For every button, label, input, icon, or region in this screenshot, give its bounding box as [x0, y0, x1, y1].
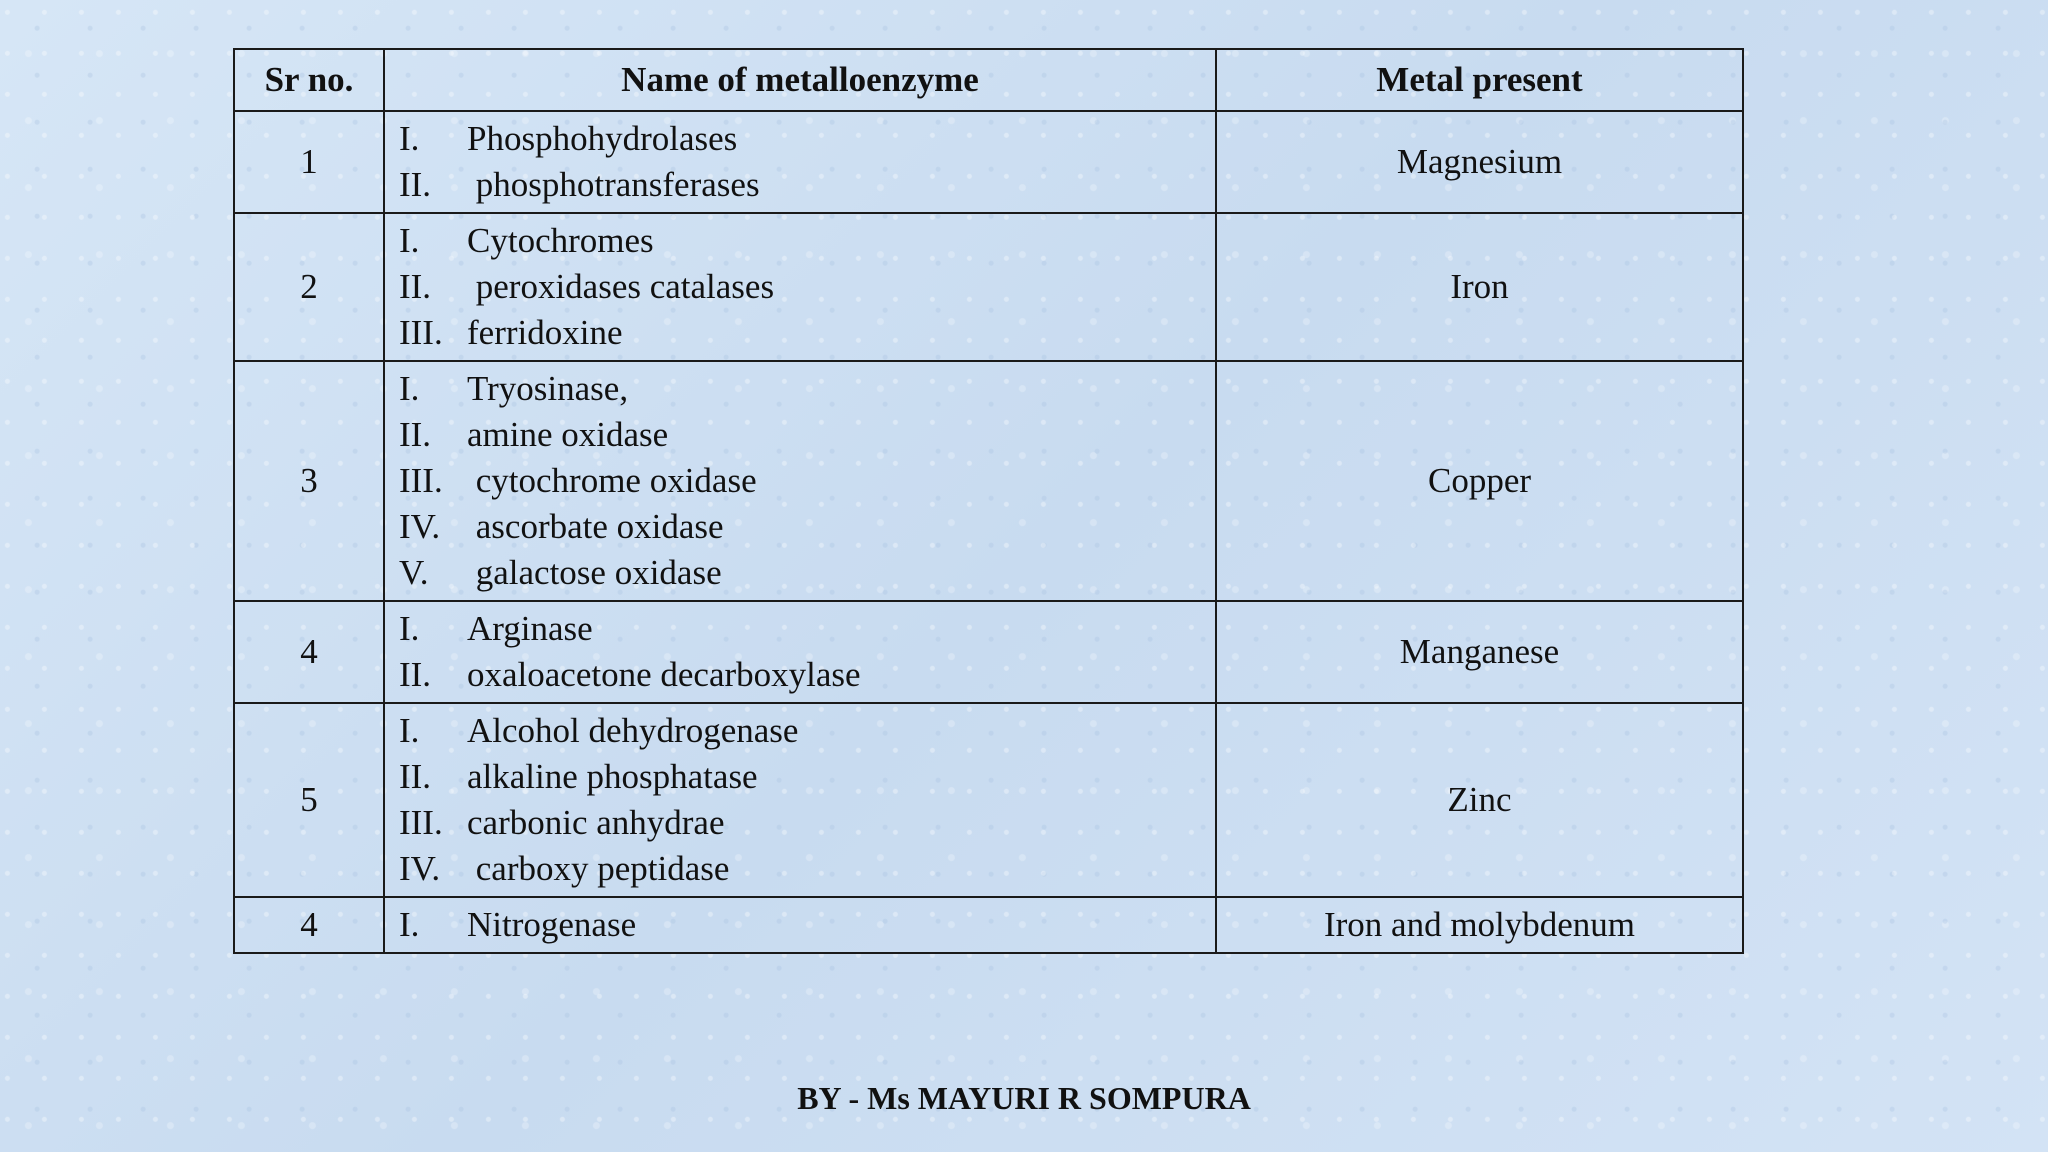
- enzyme-roman-numeral: III.: [399, 803, 443, 842]
- author-footer: BY - Ms MAYURI R SOMPURA: [797, 1080, 1251, 1116]
- enzyme-name: Cytochromes: [467, 221, 654, 260]
- enzyme-list-item: [399, 846, 1215, 892]
- enzyme-list-item: [399, 754, 1215, 800]
- enzyme-name: Arginase: [467, 609, 593, 648]
- enzyme-roman-numeral: II.: [399, 165, 432, 204]
- sr-no-cell: 5: [234, 703, 384, 897]
- enzyme-roman-numeral: I.: [399, 369, 420, 408]
- enzyme-list-item: [399, 652, 1215, 698]
- enzyme-roman-numeral: II.: [399, 757, 432, 796]
- enzyme-roman-numeral: II.: [399, 655, 432, 694]
- table-row: [234, 361, 1743, 601]
- enzyme-names-cell: [384, 897, 1216, 953]
- enzyme-names-cell: [384, 213, 1216, 361]
- metal-present-cell: Copper: [1216, 361, 1743, 601]
- enzyme-roman-numeral: V.: [399, 553, 429, 592]
- enzyme-name: oxaloacetone decarboxylase: [467, 655, 861, 694]
- table-row: [234, 601, 1743, 703]
- enzyme-list-item: [399, 412, 1215, 458]
- sr-no-cell: 4: [234, 601, 384, 703]
- enzyme-list-item: [399, 366, 1215, 412]
- table-header-row: [234, 49, 1743, 111]
- enzyme-roman-numeral: IV.: [399, 507, 441, 546]
- sr-no-cell: 4: [234, 897, 384, 953]
- enzyme-name: ascorbate oxidase: [467, 507, 724, 546]
- enzyme-name: Alcohol dehydrogenase: [467, 711, 799, 750]
- table-row: [234, 703, 1743, 897]
- enzyme-list-item: [399, 606, 1215, 652]
- enzyme-list-item: [399, 310, 1215, 356]
- table-row: [234, 897, 1743, 953]
- enzyme-names-cell: [384, 601, 1216, 703]
- enzyme-list-item: [399, 218, 1215, 264]
- enzyme-list-item: [399, 800, 1215, 846]
- table-body: [234, 111, 1743, 953]
- enzyme-roman-numeral: IV.: [399, 849, 441, 888]
- enzyme-list-item: [399, 550, 1215, 596]
- enzyme-name: ferridoxine: [467, 313, 623, 352]
- enzyme-roman-numeral: III.: [399, 313, 443, 352]
- enzyme-roman-numeral: I.: [399, 609, 420, 648]
- enzyme-roman-numeral: I.: [399, 119, 420, 158]
- header-sr-no: Sr no.: [234, 49, 384, 111]
- metal-present-cell: Manganese: [1216, 601, 1743, 703]
- metal-present-cell: Zinc: [1216, 703, 1743, 897]
- enzyme-name: alkaline phosphatase: [467, 757, 758, 796]
- enzyme-name: carboxy peptidase: [467, 849, 730, 888]
- table-row: [234, 213, 1743, 361]
- enzyme-list-item: [399, 264, 1215, 310]
- enzyme-list-item: [399, 708, 1215, 754]
- enzyme-roman-numeral: II.: [399, 415, 432, 454]
- enzyme-name: Phosphohydrolases: [467, 119, 738, 158]
- enzyme-list-item: [399, 504, 1215, 550]
- metal-present-cell: Iron and molybdenum: [1216, 897, 1743, 953]
- enzyme-list-item: [399, 902, 1215, 948]
- metal-present-cell: Magnesium: [1216, 111, 1743, 213]
- sr-no-cell: 3: [234, 361, 384, 601]
- enzyme-name: galactose oxidase: [467, 553, 722, 592]
- sr-no-cell: 2: [234, 213, 384, 361]
- enzyme-roman-numeral: I.: [399, 711, 420, 750]
- metal-present-cell: Iron: [1216, 213, 1743, 361]
- enzyme-name: Nitrogenase: [467, 905, 637, 944]
- enzyme-name: carbonic anhydrae: [467, 803, 725, 842]
- enzyme-names-cell: [384, 703, 1216, 897]
- enzyme-name: phosphotransferases: [467, 165, 760, 204]
- enzyme-roman-numeral: II.: [399, 267, 432, 306]
- enzyme-roman-numeral: III.: [399, 461, 443, 500]
- enzyme-names-cell: [384, 361, 1216, 601]
- enzyme-roman-numeral: I.: [399, 221, 420, 260]
- enzyme-name: Tryosinase,: [467, 369, 629, 408]
- enzyme-name: amine oxidase: [467, 415, 669, 454]
- header-metalloenzyme-name: Name of metalloenzyme: [384, 49, 1216, 111]
- header-metal-present: Metal present: [1216, 49, 1743, 111]
- enzyme-name: peroxidases catalases: [467, 267, 775, 306]
- enzyme-list-item: [399, 116, 1215, 162]
- enzyme-roman-numeral: I.: [399, 905, 420, 944]
- enzyme-name: cytochrome oxidase: [467, 461, 757, 500]
- enzyme-list-item: [399, 458, 1215, 504]
- enzyme-names-cell: [384, 111, 1216, 213]
- metalloenzyme-table: [233, 48, 1744, 954]
- enzyme-list-item: [399, 162, 1215, 208]
- table-row: [234, 111, 1743, 213]
- sr-no-cell: 1: [234, 111, 384, 213]
